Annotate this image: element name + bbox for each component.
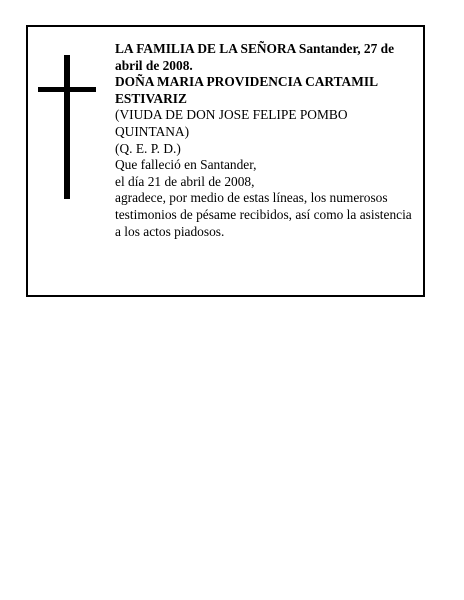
thanks-message: agradece, por medio de estas líneas, los numerosos testimonios de pésame recibidos, así como la asistencia a los actos piadosos. bbox=[115, 190, 412, 239]
notice-heading: LA FAMILIA DE LA SEÑORA Santander, 27 de abril de 2008. bbox=[115, 41, 395, 73]
deceased-name: DOÑA MARIA PROVIDENCIA CARTAMIL ESTIVARIZ bbox=[115, 74, 378, 106]
death-place: Que falleció en Santander, bbox=[115, 157, 257, 173]
cross-vertical-bar bbox=[64, 55, 70, 199]
death-date: el día 21 de abril de 2008, bbox=[115, 173, 255, 189]
notice-text bbox=[115, 41, 421, 240]
widow-of: (VIUDA DE DON JOSE FELIPE POMBO QUINTANA) bbox=[115, 107, 348, 139]
cross-horizontal-bar bbox=[38, 87, 96, 92]
rip-abbreviation: (Q. E. P. D.) bbox=[115, 140, 181, 156]
obituary-notice bbox=[26, 25, 425, 297]
cross-icon bbox=[38, 55, 100, 199]
